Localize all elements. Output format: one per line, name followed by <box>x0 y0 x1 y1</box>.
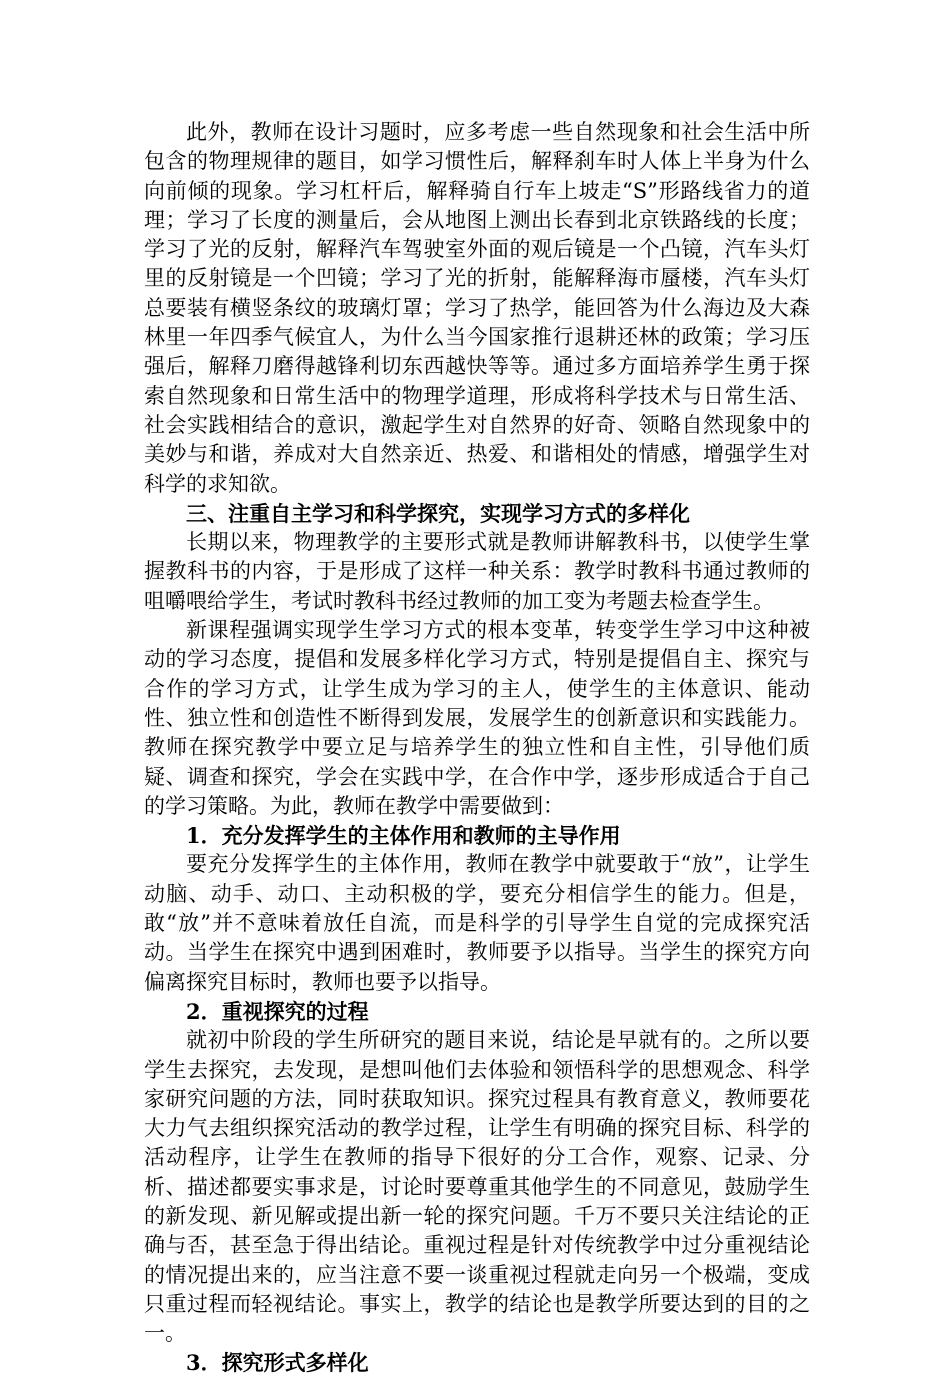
subheading-2: 2．重视探究的过程 <box>186 998 369 1024</box>
paragraph-student-subject-role: 要充分发挥学生的主体作用，教师在教学中就要敢于“放”，让学生动脑、动手、动口、主动积极的学，要充分相信学生的能力。但是，敢“放”并不意味着放任自流，而是科学的引导学生自觉的完成探究活动。当学生在探究中遇到困难时，教师要予以指导。当学生的探究方向偏离探究目标时，教师也要予以指导。 <box>144 852 810 994</box>
paragraph-traditional-teaching: 长期以来，物理教学的主要形式就是教师讲解教科书，以使学生掌握教科书的内容，于是形成了这样一种关系：教学时教科书通过教师的咀嚼喂给学生，考试时教科书经过教师的加工变为考题去检查学生。 <box>144 530 810 613</box>
paragraph-natural-phenomena-exercises: 此外，教师在设计习题时，应多考虑一些自然现象和社会生活中所包含的物理规律的题目，如学习惯性后，解释刹车时人体上半身为什么向前倾的现象。学习杠杆后，解释骑自行车上坡走“S”形路线省力的道理；学习了长度的测量后，会从地图上测出长春到北京铁路线的长度；学习了光的反射，解释汽车驾驶室外面的观后镜是一个凸镜，汽车头灯里的反射镜是一个凹镜；学习了光的折射，能解释海市蜃楼，汽车头灯总要装有横竖条纹的玻璃灯罩；学习了热学，能回答为什么海边及大森林里一年四季气候宜人，为什么当今国家推行退耕还林的政策；学习压强后，解释刀磨得越锋利切东西越快等等。通过多方面培养学生勇于探索自然现象和日常生活中的物理学道理，形成将科学技术与日常生活、社会实践相结合的意识，激起学生对自然界的好奇、领略自然现象中的美妙与和谐，养成对大自然亲近、热爱、和谐相处的情感，增强学生对科学的求知欲。 <box>144 120 810 496</box>
subheading-1: 1．充分发挥学生的主体作用和教师的主导作用 <box>186 823 621 849</box>
document-page <box>144 118 810 1378</box>
paragraph-inquiry-process: 就初中阶段的学生所研究的题目来说，结论是早就有的。之所以要学生去探究，去发现，是想叫他们去体验和领悟科学的思想观念、科学家研究问题的方法，同时获取知识。探究过程具有教育意义，教师要花大力气去组织探究活动的教学过程，让学生有明确的探究目标、科学的活动程序，让学生在教师的指导下很好的分工合作，观察、记录、分析、描述都要实事求是，讨论时要尊重其他学生的不同意见，鼓励学生的新发现、新见解或提出新一轮的探究问题。千万不要只关注结论的正确与否，甚至急于得出结论。重视过程是针对传统教学中过分重视结论的情况提出来的，应当注意不要一谈重视过程就走向另一个极端，变成只重过程而轻视结论。事实上，教学的结论也是教学所要达到的目的之一。 <box>144 1028 810 1346</box>
section-heading-3: 三、注重自主学习和科学探究，实现学习方式的多样化 <box>186 500 690 526</box>
paragraph-new-curriculum: 新课程强调实现学生学习方式的根本变革，转变学生学习中这种被动的学习态度，提倡和发展多样化学习方式，特别是提倡自主、探究与合作的学习方式，让学生成为学习的主人，使学生的主体意识、能动性、独立性和创造性不断得到发展，发展学生的创新意识和实践能力。教师在探究教学中要立足与培养学生的独立性和自主性，引导他们质疑、调查和探究，学会在实践中学，在合作中学，逐步形成适合于自己的学习策略。为此，教师在教学中需要做到： <box>144 618 810 818</box>
subheading-3: 3．探究形式多样化 <box>186 1350 369 1376</box>
